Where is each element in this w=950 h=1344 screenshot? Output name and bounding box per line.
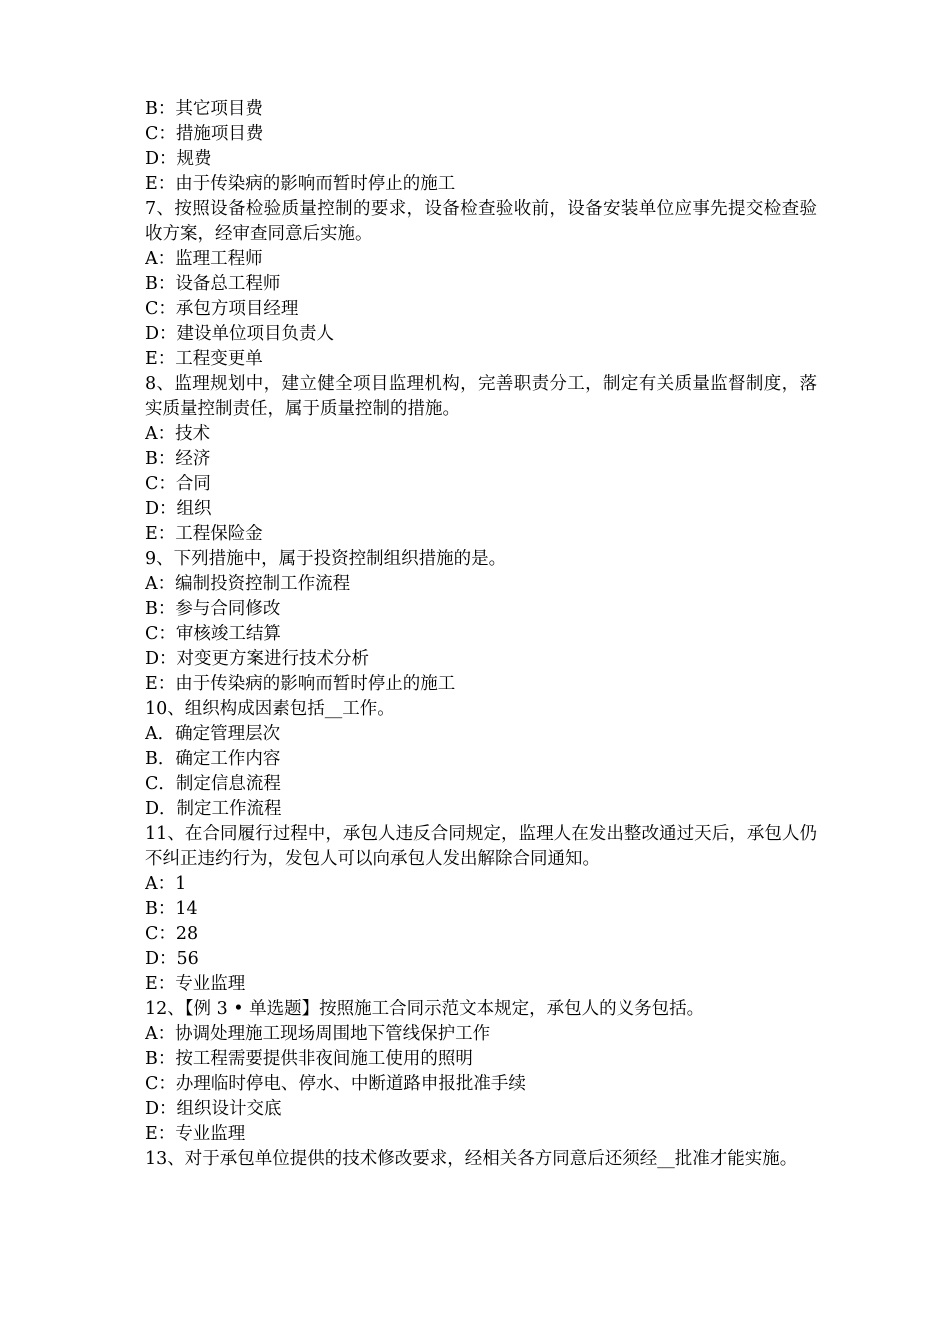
option-line: E：工程保险金 [145,524,263,544]
option-line: C．制定信息流程 [145,774,281,794]
question-8 [145,372,817,422]
option-line: B：按工程需要提供非夜间施工使用的照明 [145,1049,473,1069]
question-13 [145,1147,817,1172]
option-line: B：经济 [145,449,211,469]
option-line: A．确定管理层次 [145,724,281,744]
option-line: A：1 [145,874,187,894]
question-text: 13、对于承包单位提供的技术修改要求，经相关各方同意后还须经__批准才能实施。 [145,1149,798,1169]
option-line: D．制定工作流程 [145,799,282,819]
document-body [145,97,817,1172]
option-line: C：审核竣工结算 [145,624,281,644]
option-line: C：措施项目费 [145,124,264,144]
option-line: D：组织设计交底 [145,1099,282,1119]
option-line: D：对变更方案进行技术分析 [145,649,370,669]
option-line: D：组织 [145,499,212,519]
question-9: 9、下列措施中，属于投资控制组织措施的是。 [145,549,507,569]
option-line: E：专业监理 [145,974,246,994]
option-line: A：监理工程师 [145,249,263,269]
question-7 [145,197,817,247]
option-line: D：规费 [145,149,212,169]
option-line: C：合同 [145,474,211,494]
option-line: C：办理临时停电、停水、中断道路申报批准手续 [145,1074,526,1094]
question-text: 8、监理规划中，建立健全项目监理机构，完善职责分工，制定有关质量监督制度，落实质量控制责任，属于质量控制的措施。 [145,374,817,419]
option-line: B：设备总工程师 [145,274,281,294]
question-10: 10、组织构成因素包括__工作。 [145,699,395,719]
option-line: E：由于传染病的影响而暂时停止的施工 [145,174,456,194]
option-line: B：其它项目费 [145,99,263,119]
option-line: A：技术 [145,424,211,444]
option-line: E：由于传染病的影响而暂时停止的施工 [145,674,456,694]
question-text: 7、按照设备检验质量控制的要求，设备检查验收前，设备安装单位应事先提交检查验收方案，经审查同意后实施。 [145,199,817,244]
option-line: C：28 [145,924,199,944]
option-line: E：专业监理 [145,1124,246,1144]
option-line: B：14 [145,899,198,919]
question-11 [145,822,817,872]
option-line: A：编制投资控制工作流程 [145,574,351,594]
option-line: B．确定工作内容 [145,749,281,769]
option-line: B：参与合同修改 [145,599,281,619]
question-text: 11、在合同履行过程中，承包人违反合同规定，监理人在发出整改通过天后，承包人仍不纠正违约行为，发包人可以向承包人发出解除合同通知。 [145,824,817,869]
option-line: A：协调处理施工现场周围地下管线保护工作 [145,1024,491,1044]
question-12: 12、【例 3 • 单选题】按照施工合同示范文本规定，承包人的义务包括。 [145,999,705,1019]
option-line: D：56 [145,949,199,969]
option-line: E：工程变更单 [145,349,263,369]
option-line: D：建设单位项目负责人 [145,324,335,344]
option-line: C：承包方项目经理 [145,299,299,319]
